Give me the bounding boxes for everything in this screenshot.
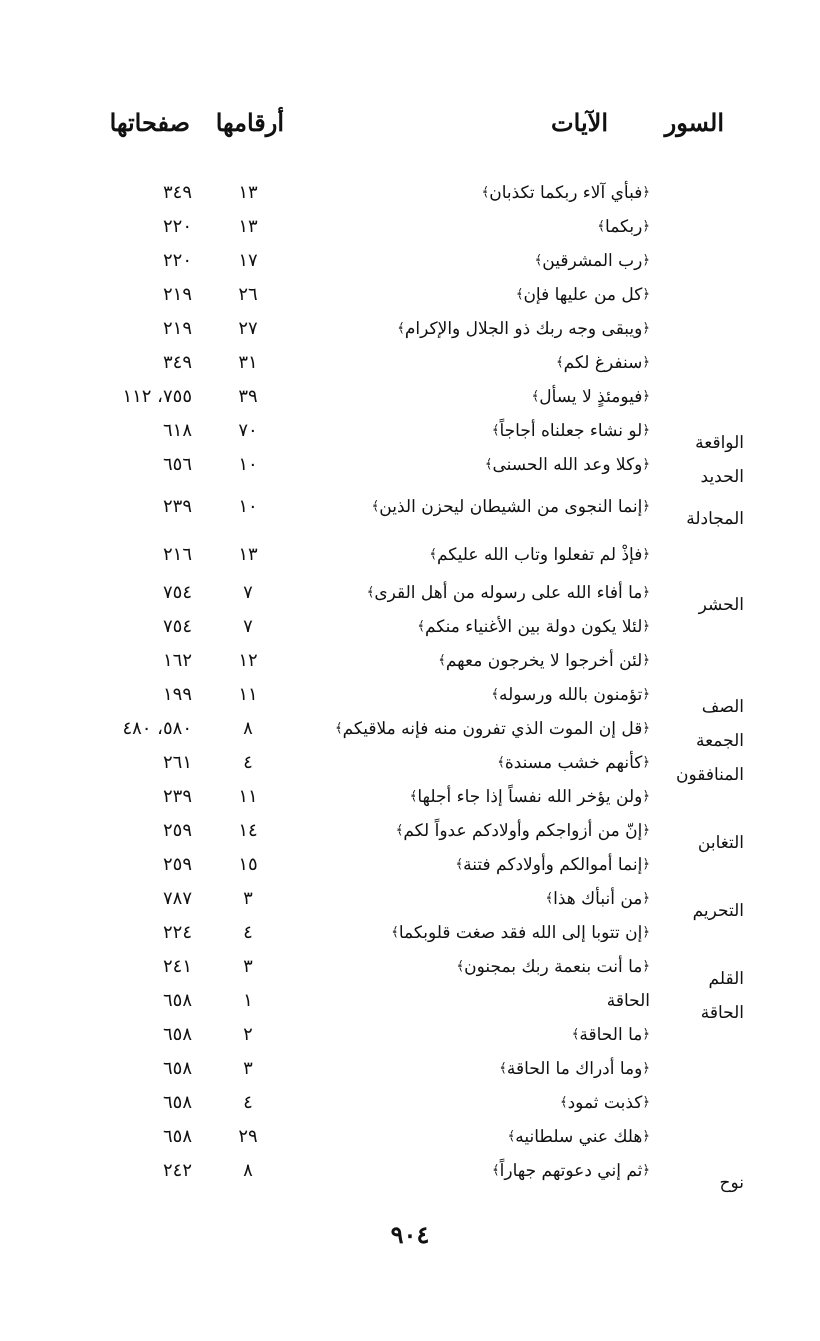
ayah-text bbox=[438, 648, 650, 674]
table-row bbox=[0, 248, 820, 282]
page-reference: ٢٢٤ bbox=[162, 922, 192, 943]
table-row bbox=[0, 954, 820, 988]
page-reference: ٢١٩ bbox=[162, 284, 192, 305]
ayah-number: ٣٩ bbox=[238, 386, 258, 407]
ornate-bracket-open-icon: ﴿ bbox=[642, 499, 650, 514]
table-row bbox=[0, 452, 820, 486]
ornate-bracket-open-icon: ﴿ bbox=[642, 789, 650, 804]
ornate-bracket-close-icon: ﴾ bbox=[409, 789, 418, 804]
page-reference: ٧٥٥، ١١٢ bbox=[122, 386, 192, 407]
page-reference: ٢٥٩ bbox=[162, 820, 192, 841]
surah-name: الجمعة bbox=[695, 731, 744, 751]
ornate-bracket-open-icon: ﴿ bbox=[642, 253, 650, 268]
ornate-bracket-close-icon: ﴾ bbox=[395, 823, 404, 838]
ornate-bracket-close-icon: ﴾ bbox=[334, 721, 343, 736]
ornate-bracket-close-icon: ﴾ bbox=[456, 959, 465, 974]
table-row bbox=[0, 316, 820, 350]
ornate-bracket-open-icon: ﴿ bbox=[642, 185, 650, 200]
ayah-number: ٣ bbox=[243, 1058, 253, 1079]
ornate-bracket-close-icon: ﴾ bbox=[429, 547, 437, 562]
ayah-text bbox=[485, 452, 650, 478]
page-reference: ٦٥٨ bbox=[162, 1092, 192, 1113]
ayah-label: من أنبأك هذا bbox=[553, 889, 643, 909]
ornate-bracket-open-icon: ﴿ bbox=[642, 1061, 650, 1076]
ornate-bracket-open-icon: ﴿ bbox=[642, 355, 650, 370]
ayah-label: ما أنت بنعمة ربك بمجنون bbox=[464, 957, 643, 977]
table-row bbox=[0, 180, 820, 214]
ayah-number: ٢٩ bbox=[238, 1126, 258, 1147]
page-reference: ٢٤١ bbox=[162, 956, 192, 977]
surah-name: نوح bbox=[719, 1173, 744, 1193]
ayah-number: ٧ bbox=[243, 616, 253, 637]
ayah-text bbox=[492, 1158, 650, 1184]
ornate-bracket-close-icon: ﴾ bbox=[545, 891, 554, 906]
ornate-bracket-close-icon: ﴾ bbox=[531, 389, 540, 404]
ayah-number: ٢٧ bbox=[238, 318, 258, 339]
ayah-text bbox=[335, 716, 650, 742]
ayah-label: ربكما bbox=[605, 217, 643, 237]
ayah-number: ١١ bbox=[238, 786, 258, 807]
table-row bbox=[0, 214, 820, 248]
ornate-bracket-open-icon: ﴿ bbox=[642, 959, 650, 974]
ayah-text bbox=[396, 818, 650, 844]
page-reference: ٢١٩ bbox=[162, 318, 192, 339]
table-row bbox=[0, 920, 820, 954]
ayah-number: ١٢ bbox=[238, 650, 258, 671]
table-row bbox=[0, 1090, 820, 1124]
surah-name: المنافقون bbox=[675, 765, 744, 785]
ayah-label: إنما النجوى من الشيطان ليحزن الذين bbox=[379, 497, 643, 517]
ayah-text bbox=[516, 282, 650, 308]
ayah-text bbox=[508, 1124, 650, 1150]
ayah-number: ١٧ bbox=[238, 250, 258, 271]
ayah-text bbox=[372, 494, 650, 520]
ayah-number: ١٠ bbox=[238, 454, 258, 475]
ayah-number: ٤ bbox=[243, 752, 253, 773]
ayah-label: لئلا يكون دولة بين الأغنياء منكم bbox=[424, 617, 643, 637]
surah-name: الصف bbox=[701, 697, 744, 717]
ayah-text bbox=[410, 784, 650, 810]
ayah-text bbox=[391, 920, 650, 946]
ayah-number: ١ bbox=[243, 990, 253, 1011]
ayah-text bbox=[492, 418, 650, 444]
surah-name: الحاقة bbox=[700, 1003, 744, 1023]
ayah-number: ٤ bbox=[243, 1092, 253, 1113]
table-row bbox=[0, 418, 820, 452]
ornate-bracket-close-icon: ﴾ bbox=[391, 925, 399, 940]
page-reference: ٦٥٨ bbox=[162, 1126, 192, 1147]
ayah-text bbox=[546, 886, 651, 912]
table-row bbox=[0, 716, 820, 750]
table-row bbox=[0, 648, 820, 682]
ayah-label: ولن يؤخر الله نفساً إذا جاء أجلها bbox=[417, 787, 643, 807]
ayah-text bbox=[491, 682, 650, 708]
ayah-label: سنفرغ لكم bbox=[563, 353, 643, 373]
ayah-label: إنّ من أزواجكم وأولادكم عدواً لكم bbox=[403, 821, 643, 841]
ayah-text bbox=[499, 1056, 650, 1082]
ornate-bracket-close-icon: ﴾ bbox=[507, 1129, 516, 1144]
ayah-label: لئن أخرجوا لا يخرجون معهم bbox=[445, 651, 643, 671]
ornate-bracket-open-icon: ﴿ bbox=[642, 457, 650, 472]
ayah-number: ٢٦ bbox=[238, 284, 258, 305]
page-reference: ٢٢٠ bbox=[162, 250, 192, 271]
surah-name: الحديد bbox=[700, 467, 744, 487]
table-row bbox=[0, 614, 820, 648]
ornate-bracket-open-icon: ﴿ bbox=[642, 653, 650, 668]
page-number: ٩٠٤ bbox=[390, 1220, 430, 1249]
surah-name: التغابن bbox=[697, 833, 744, 853]
ayah-label: كل من عليها فإن bbox=[523, 285, 643, 305]
table-row bbox=[0, 1124, 820, 1158]
table-row bbox=[0, 852, 820, 886]
page-reference: ٣٤٩ bbox=[162, 182, 192, 203]
page-reference: ١٦٢ bbox=[162, 650, 192, 671]
ayah-text bbox=[456, 954, 650, 980]
ayah-label: ما أفاء الله على رسوله من أهل القرى bbox=[374, 583, 643, 603]
ornate-bracket-close-icon: ﴾ bbox=[397, 321, 405, 336]
surah-name: الواقعة bbox=[695, 433, 744, 453]
ornate-bracket-close-icon: ﴾ bbox=[559, 1095, 568, 1110]
ornate-bracket-open-icon: ﴿ bbox=[642, 423, 650, 438]
ornate-bracket-close-icon: ﴾ bbox=[597, 219, 606, 234]
ayah-text bbox=[560, 1090, 650, 1116]
page-reference: ٧٥٤ bbox=[162, 582, 192, 603]
ayah-label: وما أدراك ما الحاقة bbox=[506, 1059, 643, 1079]
ornate-bracket-open-icon: ﴿ bbox=[642, 619, 650, 634]
ornate-bracket-open-icon: ﴿ bbox=[642, 547, 650, 562]
ornate-bracket-open-icon: ﴿ bbox=[642, 1095, 650, 1110]
page-reference: ٢٥٩ bbox=[162, 854, 192, 875]
page-reference: ٢٣٩ bbox=[162, 496, 192, 517]
page-reference: ٦١٨ bbox=[162, 420, 192, 441]
ayah-number: ١٣ bbox=[238, 182, 258, 203]
ayah-number: ٤ bbox=[243, 922, 253, 943]
ornate-bracket-close-icon: ﴾ bbox=[491, 687, 499, 702]
ayah-number: ١٤ bbox=[238, 820, 258, 841]
ayah-number: ١٥ bbox=[238, 854, 258, 875]
table-row bbox=[0, 1158, 820, 1192]
table-row bbox=[0, 750, 820, 784]
ornate-bracket-open-icon: ﴿ bbox=[642, 1129, 650, 1144]
page-reference: ١٩٩ bbox=[162, 684, 192, 705]
page-reference: ٥٨٠، ٤٨٠ bbox=[122, 718, 192, 739]
ayah-number: ٧ bbox=[243, 582, 253, 603]
ornate-bracket-close-icon: ﴾ bbox=[438, 653, 446, 668]
ornate-bracket-open-icon: ﴿ bbox=[642, 823, 650, 838]
ayah-number: ١٣ bbox=[238, 544, 258, 565]
page-reference: ٢٤٢ bbox=[162, 1160, 192, 1181]
page-reference: ٢٣٩ bbox=[162, 786, 192, 807]
ayah-text bbox=[482, 180, 650, 206]
ayah-label: رب المشرقين bbox=[542, 251, 643, 271]
ornate-bracket-close-icon: ﴾ bbox=[366, 585, 375, 600]
surah-name: التحريم bbox=[692, 901, 744, 921]
page-reference: ٦٥٨ bbox=[162, 990, 192, 1011]
table-row bbox=[0, 542, 820, 576]
ornate-bracket-close-icon: ﴾ bbox=[455, 857, 464, 872]
ayah-label: فبأي آلاء ربكما تكذبان bbox=[489, 183, 643, 203]
header-numbers: أرقامها bbox=[215, 108, 284, 137]
page-reference: ٢١٦ bbox=[162, 544, 192, 565]
table-row bbox=[0, 988, 820, 1022]
table-row bbox=[0, 580, 820, 614]
ornate-bracket-open-icon: ﴿ bbox=[642, 287, 650, 302]
ayah-label: قل إن الموت الذي تفرون منه فإنه ملاقيكم bbox=[342, 719, 643, 739]
ornate-bracket-close-icon: ﴾ bbox=[492, 1163, 500, 1178]
ornate-bracket-close-icon: ﴾ bbox=[555, 355, 564, 370]
ayah-label: فيومئذٍ لا يسأل bbox=[539, 387, 643, 407]
ornate-bracket-open-icon: ﴿ bbox=[642, 755, 650, 770]
ornate-bracket-open-icon: ﴿ bbox=[642, 891, 650, 906]
table-row bbox=[0, 682, 820, 716]
ayah-label: فإذْ لم تفعلوا وتاب الله عليكم bbox=[436, 545, 643, 565]
page-reference: ٣٤٩ bbox=[162, 352, 192, 373]
ayah-label: هلك عني سلطانيه bbox=[515, 1127, 643, 1147]
ayah-number: ٨ bbox=[243, 718, 253, 739]
table-row bbox=[0, 1022, 820, 1056]
ayah-label: كذبت ثمود bbox=[567, 1093, 643, 1113]
ayah-number: ٣١ bbox=[238, 352, 258, 373]
page-reference: ٦٥٦ bbox=[162, 454, 192, 475]
ayah-number: ١١ bbox=[238, 684, 258, 705]
ayah-number: ٧٠ bbox=[238, 420, 258, 441]
ornate-bracket-open-icon: ﴿ bbox=[642, 389, 650, 404]
page-reference: ٦٥٨ bbox=[162, 1024, 192, 1045]
ayah-label: تؤمنون بالله ورسوله bbox=[498, 685, 643, 705]
table-row bbox=[0, 384, 820, 418]
ayah-number: ١٣ bbox=[238, 216, 258, 237]
page-reference: ٧٥٤ bbox=[162, 616, 192, 637]
table-row bbox=[0, 784, 820, 818]
page-reference: ٢٦١ bbox=[162, 752, 192, 773]
ayah-text bbox=[429, 542, 650, 568]
page-reference: ٦٥٨ bbox=[162, 1058, 192, 1079]
ornate-bracket-open-icon: ﴿ bbox=[642, 721, 650, 736]
ayah-text bbox=[572, 1022, 650, 1048]
ayah-label: لو نشاء جعلناه أجاجاً bbox=[499, 421, 643, 441]
ornate-bracket-open-icon: ﴿ bbox=[642, 925, 650, 940]
ayah-text bbox=[607, 988, 650, 1014]
table-row bbox=[0, 282, 820, 316]
ayah-text bbox=[456, 852, 650, 878]
header-surah: السور bbox=[664, 108, 724, 137]
ornate-bracket-close-icon: ﴾ bbox=[417, 619, 425, 634]
table-row bbox=[0, 886, 820, 920]
ornate-bracket-close-icon: ﴾ bbox=[534, 253, 543, 268]
ornate-bracket-open-icon: ﴿ bbox=[642, 321, 650, 336]
ayah-number: ٢ bbox=[243, 1024, 253, 1045]
ayah-label: الحاقة bbox=[606, 991, 650, 1011]
ayah-label: ويبقى وجه ربك ذو الجلال والإكرام bbox=[404, 319, 643, 339]
ornate-bracket-open-icon: ﴿ bbox=[642, 1027, 650, 1042]
ornate-bracket-close-icon: ﴾ bbox=[515, 287, 524, 302]
page-reference: ٧٨٧ bbox=[162, 888, 192, 909]
table-row bbox=[0, 350, 820, 384]
header-pages: صفحاتها bbox=[109, 108, 190, 137]
page-reference: ٢٢٠ bbox=[162, 216, 192, 237]
ayah-text bbox=[497, 750, 650, 776]
ayah-text bbox=[417, 614, 650, 640]
ayah-text bbox=[535, 248, 650, 274]
ayah-label: إن تتوبا إلى الله فقد صغت قلوبكما bbox=[398, 923, 643, 943]
ornate-bracket-close-icon: ﴾ bbox=[497, 755, 505, 770]
ornate-bracket-close-icon: ﴾ bbox=[499, 1061, 507, 1076]
ayah-label: إنما أموالكم وأولادكم فتنة bbox=[463, 855, 643, 875]
header-ayat: الآيات bbox=[551, 108, 608, 137]
surah-name: الحشر bbox=[698, 595, 744, 615]
ayah-number: ١٠ bbox=[238, 496, 258, 517]
ornate-bracket-close-icon: ﴾ bbox=[484, 457, 493, 472]
ornate-bracket-open-icon: ﴿ bbox=[642, 687, 650, 702]
ayah-number: ٣ bbox=[243, 888, 253, 909]
surah-name: القلم bbox=[708, 969, 744, 989]
ornate-bracket-open-icon: ﴿ bbox=[642, 1163, 650, 1178]
ayah-text bbox=[597, 214, 650, 240]
ayah-text bbox=[556, 350, 650, 376]
ayah-text bbox=[532, 384, 650, 410]
ornate-bracket-open-icon: ﴿ bbox=[642, 219, 650, 234]
ornate-bracket-close-icon: ﴾ bbox=[481, 185, 490, 200]
ayah-label: كأنهم خشب مسندة bbox=[504, 753, 643, 773]
ornate-bracket-close-icon: ﴾ bbox=[491, 423, 500, 438]
ayah-text bbox=[397, 316, 650, 342]
table-row bbox=[0, 494, 820, 528]
ornate-bracket-close-icon: ﴾ bbox=[571, 1027, 580, 1042]
table-row bbox=[0, 818, 820, 852]
table-row bbox=[0, 1056, 820, 1090]
surah-name: المجادلة bbox=[686, 509, 744, 529]
ornate-bracket-close-icon: ﴾ bbox=[371, 499, 380, 514]
ayah-label: ثم إني دعوتهم جهاراً bbox=[499, 1161, 643, 1181]
ayah-number: ٣ bbox=[243, 956, 253, 977]
ayah-text bbox=[367, 580, 650, 606]
ornate-bracket-open-icon: ﴿ bbox=[642, 585, 650, 600]
ayah-label: ما الحاقة bbox=[579, 1025, 643, 1045]
ayah-number: ٨ bbox=[243, 1160, 253, 1181]
ornate-bracket-open-icon: ﴿ bbox=[642, 857, 650, 872]
ayah-label: وكلا وعد الله الحسنى bbox=[492, 455, 643, 475]
